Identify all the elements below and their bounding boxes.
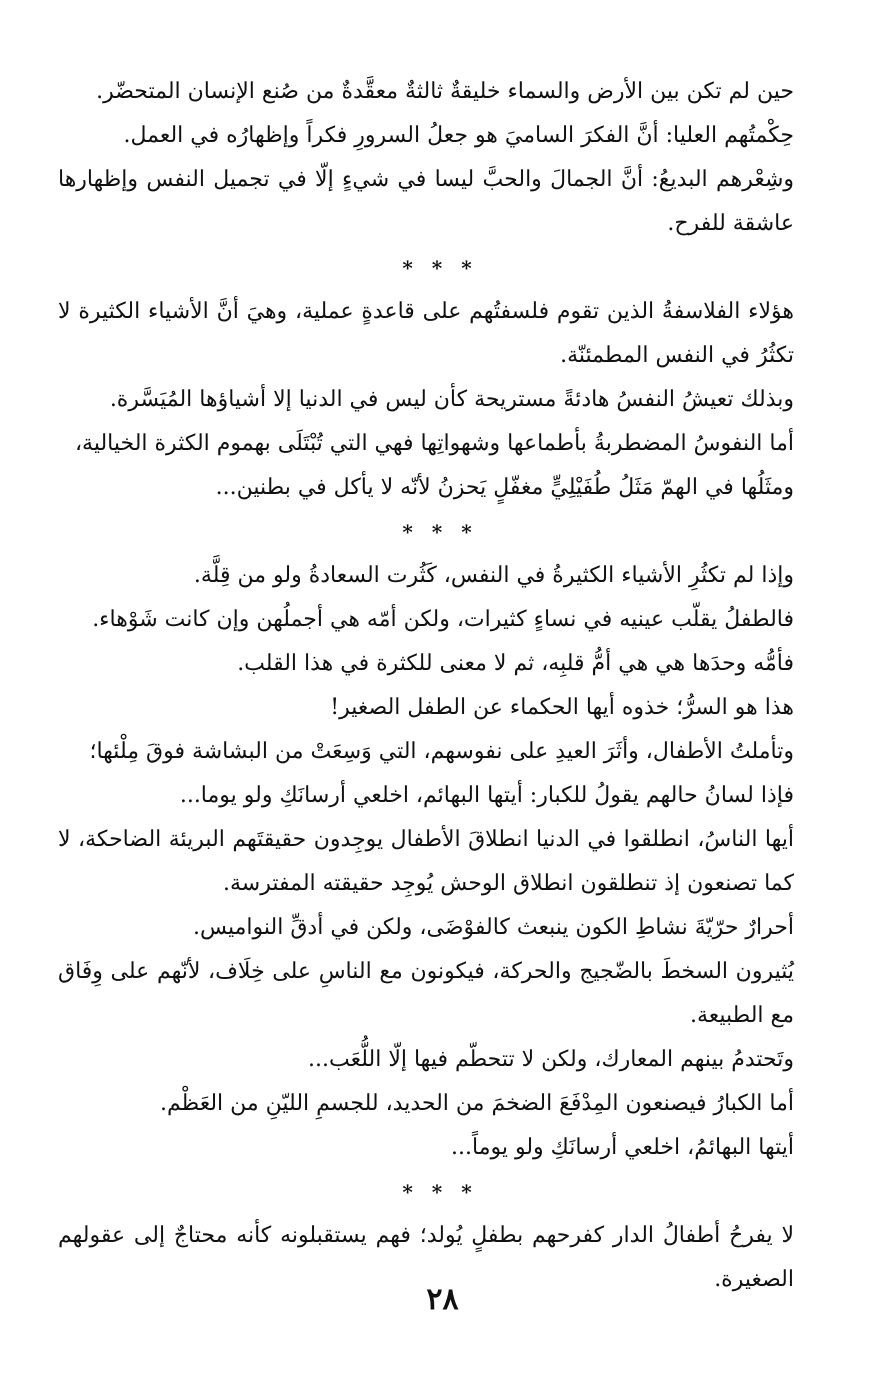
page-number: ٢٨ [426, 1282, 459, 1317]
paragraph: حِكْمتُهم العليا: أنَّ الفكرَ الساميَ هو جعلُ السرورِ فكراً وإظهارُه في العمل. [123, 123, 794, 148]
paragraph: حين لم تكن بين الأرض والسماء خليقةٌ ثالثةٌ معقَّدةٌ من صُنع الإنسان المتحضّر. [96, 79, 794, 104]
paragraph: وتأملتُ الأطفال، وأثَرَ العيدِ على نفوسهم، التي وَسِعَتْ من البشاشة فوقَ مِلْئها؛ [89, 739, 794, 764]
paragraph: وإذا لم تكثُرِ الأشياء الكثيرةُ في النفس، كَثُرت السعادةُ ولو من قِلَّة. [193, 563, 794, 588]
paragraph: أحرارٌ حرّيّةَ نشاطِ الكون ينبعث كالفوْضَى، ولكن في أدقِّ النواميس. [192, 915, 794, 940]
paragraph: أما الكبارُ فيصنعون المِدْفَعَ الضخمَ من الحديد، للجسمِ الليّنِ من العَظْم. [160, 1091, 794, 1116]
paragraph: فإذا لسانُ حالهم يقولُ للكبار: أيتها البهائم، اخلعي أرسانَكِ ولو يوما... [179, 783, 794, 808]
paragraph: أما النفوسُ المضطربةُ بأطماعها وشهواتِها فهي التي تُبْتَلَى بهموم الكثرة الخيالية، [74, 431, 794, 456]
page-body-text [58, 70, 822, 1302]
paragraph: وبذلك تعيشُ النفسُ هادئةً مستريحة كأن ليس في الدنيا إلا أشياؤها المُيَسَّرة. [109, 387, 794, 412]
paragraph: فالطفلُ يقلّب عينيه في نساءٍ كثيرات، ولكن أمّه هي أجملُهن وإن كانت شَوْهاء. [92, 607, 794, 632]
paragraph: لا يفرحُ أطفالُ الدار كفرحهم بطفلٍ يُولد؛ فهم يستقبلونه كأنه محتاجٌ إلى عقولهم الصغيرة. [58, 1223, 794, 1292]
paragraph: أيها الناسُ، انطلقوا في الدنيا انطلاقَ الأطفال يوجِدون حقيقتَهم البريئة الضاحكة، لا كما تصنعون إذ تنطلقون انطلاق الوحش يُوجِد حقيقته المفترسة. [58, 827, 794, 896]
section-separator: * * * [402, 520, 478, 544]
paragraph: هؤلاء الفلاسفةُ الذين تقوم فلسفتُهم على قاعدةٍ عملية، وهيَ أنَّ الأشياء الكثيرة لا تكثُرُ في النفس المطمئنّة. [58, 299, 794, 368]
section-separator: * * * [402, 256, 478, 280]
paragraph: وتَحتدمُ بينهم المعارك، ولكن لا تتحطّم فيها إلّا اللُّعَب... [308, 1047, 794, 1072]
paragraph: هذا هو السرُّ؛ خذوه أيها الحكماء عن الطفل الصغير! [330, 695, 794, 720]
section-separator: * * * [402, 1180, 478, 1204]
paragraph: وشِعْرهم البديعُ: أنَّ الجمالَ والحبَّ ليسا في شيءٍ إلّا في تجميل النفس وإظهارها عاشقة للفرح. [58, 167, 794, 236]
paragraph: يُثيرون السخطَ بالضّجيج والحركة، فيكونون مع الناسِ على خِلَاف، لأنّهم على وِفَاق مع الطبيعة. [58, 959, 794, 1028]
paragraph: ومثَلُها في الهمّ مَثَلُ طُفَيْلِيٍّ مغفّلٍ يَحزنُ لأنّه لا يأكل في بطنين... [215, 475, 794, 500]
paragraph: أيتها البهائمُ، اخلعي أرسانَكِ ولو يوماً... [451, 1135, 794, 1160]
paragraph: فأمُّه وحدَها هي هي أمُّ قلبِه، ثم لا معنى للكثرة في هذا القلب. [237, 651, 794, 676]
